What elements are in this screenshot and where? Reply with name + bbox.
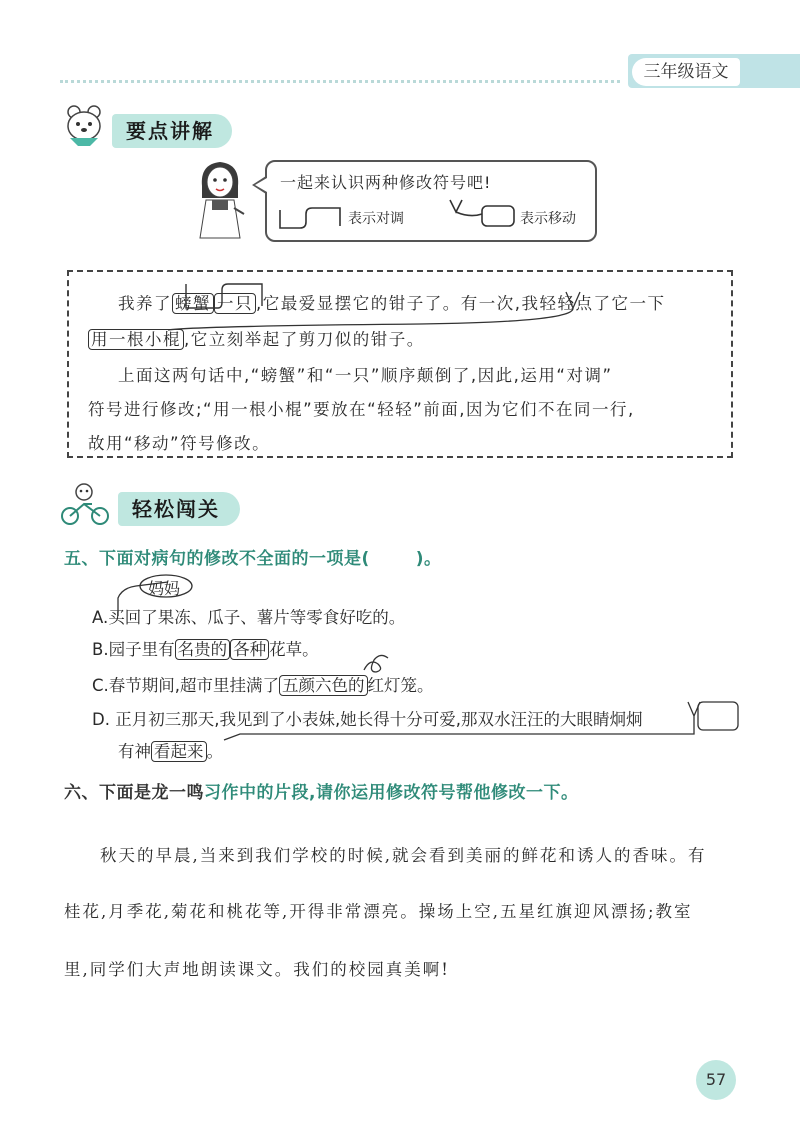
example-line-2: 用一根小棍 ,它立刻举起了剪刀似的钳子。 (88, 326, 425, 350)
page-number: 57 (696, 1060, 736, 1100)
explanation-line-2: 符号进行修改;“用一根小棍”要放在“轻轻”前面,因为它们不在同一行, (88, 400, 635, 419)
explanation-line-1: 上面这两句话中,“螃蟹”和“一只”顺序颠倒了,因此,运用“对调” (118, 366, 613, 385)
example-line-1: 我养了 螃蟹 一只 ,它最爱显摆它的钳子了。有一次,我轻轻点了它一下 (118, 294, 666, 313)
explanation-line-3: 故用“移动”符号修改。 (88, 434, 271, 453)
speech-bubble-text: 一起来认识两种修改符号吧! (280, 173, 492, 192)
option-a: A.买回了果冻、瓜子、薯片等零食好吃的。 (92, 608, 406, 627)
bear-mascot-icon (60, 104, 108, 148)
swapped-word-1: 螃蟹 (172, 293, 214, 314)
swap-label: 表示对调 (348, 211, 404, 227)
question-5-title: 五、下面对病句的修改不全面的一项是( )。 (64, 549, 442, 569)
grade-label: 三年级语文 (632, 58, 740, 86)
option-b: B.园子里有 名贵的 各种 花草。 (92, 640, 319, 659)
option-d: D. 正月初三那天,我见到了小表妹,她长得十分可爱,那双水汪汪的大眼睛炯炯 (92, 710, 643, 729)
section-title-challenge: 轻松闯关 (118, 492, 240, 526)
essay-paragraph-line-2[interactable]: 桂花,月季花,菊花和桃花等,开得非常漂亮。操场上空,五星红旗迎风漂扬;教室 (64, 902, 693, 921)
delete-mark-icon (364, 655, 388, 672)
girl-illustration-icon (192, 158, 248, 242)
option-a-insert: 妈妈 (148, 579, 181, 598)
moved-phrase: 用一根小棍 (88, 329, 184, 350)
bear-bicycle-icon (60, 482, 110, 526)
essay-paragraph-line-1[interactable]: 秋天的早晨,当来到我们学校的时候,就会看到美丽的鲜花和诱人的香味。有 (100, 846, 707, 865)
section-title-key-points: 要点讲解 (112, 114, 232, 148)
question-6-title: 六、下面是龙一鸣习作中的片段,请你运用修改符号帮他修改一下。 (64, 783, 579, 803)
swapped-word-2: 一只 (214, 293, 256, 314)
move-label: 表示移动 (520, 211, 576, 227)
header-dotted-line (60, 80, 620, 83)
option-c: C.春节期间,超市里挂满了 五颜六色的 红灯笼。 (92, 676, 434, 695)
option-d-line-2: 有神 看起来 。 (118, 742, 223, 761)
essay-paragraph-line-3[interactable]: 里,同学们大声地朗读课文。我们的校园真美啊! (64, 960, 450, 979)
